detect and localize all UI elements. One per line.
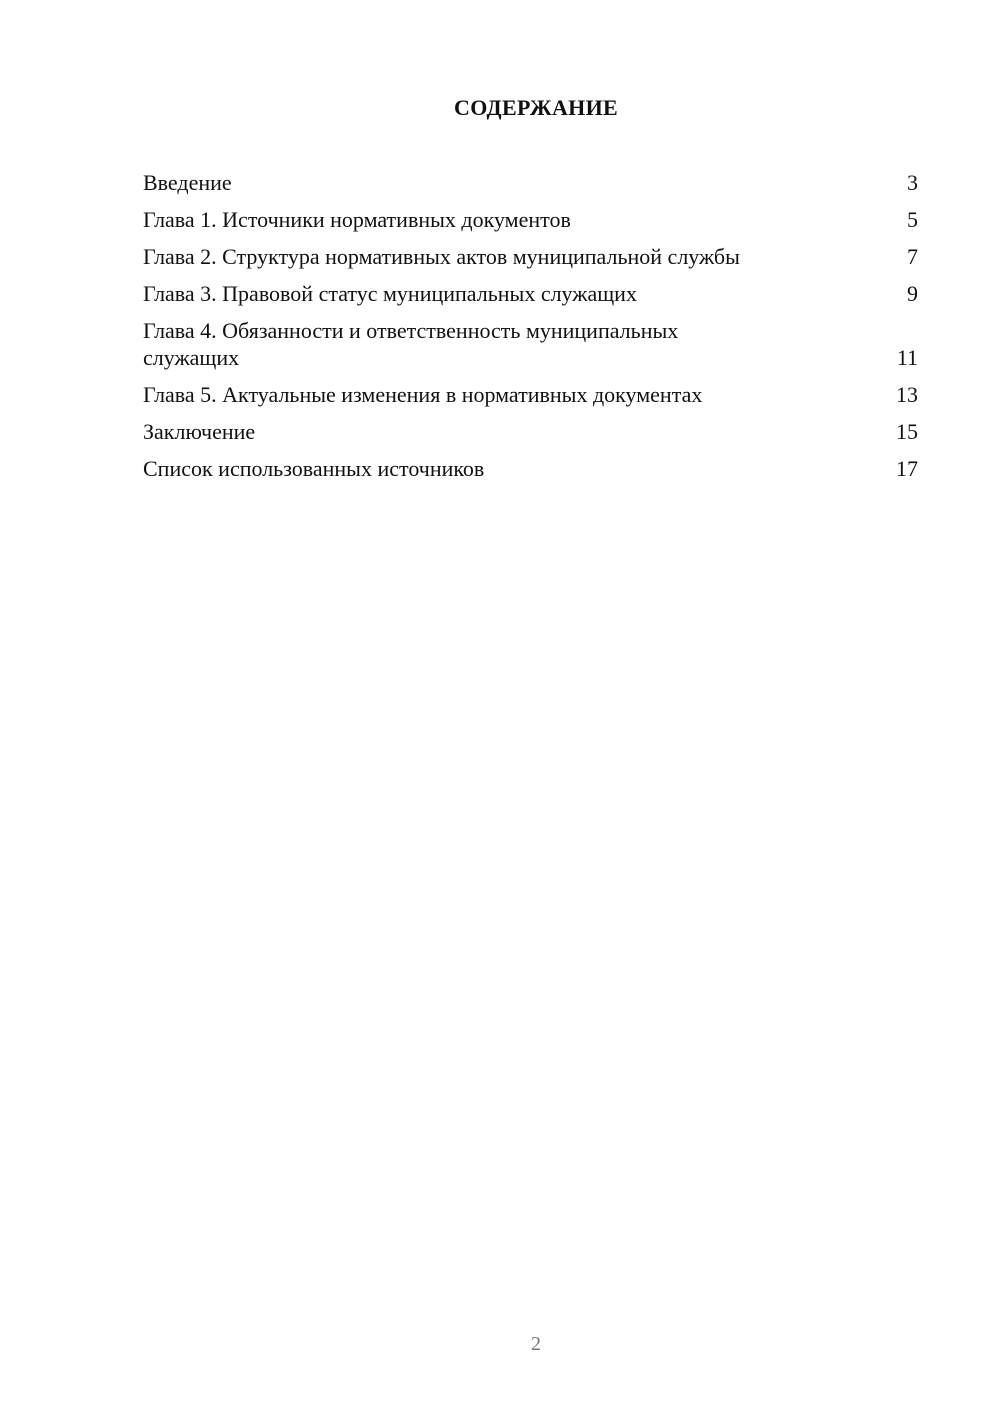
page-number: 2 (531, 1333, 541, 1355)
toc-item-references[interactable] (143, 455, 918, 482)
toc-item-chapter-2[interactable] (143, 243, 918, 270)
toc-entry-text: Глава 2. Структура нормативных актов муниципальной службы (143, 244, 740, 269)
toc-entry-page: 9 (907, 281, 918, 306)
toc-entry-text: Глава 5. Актуальные изменения в нормативных документах (143, 382, 703, 407)
toc-entry-text: Глава 4. Обязанности и ответственность муниципальных служащих (143, 318, 679, 370)
toc-entry-page: 13 (896, 382, 918, 407)
toc-entry-page: 11 (896, 345, 918, 370)
toc-item-introduction[interactable] (143, 169, 918, 196)
toc-entry-text: Глава 1. Источники нормативных документов (143, 207, 571, 232)
toc-entry-page: 17 (896, 456, 918, 481)
toc-entry-text: Введение (143, 170, 232, 195)
toc-item-chapter-5[interactable] (143, 381, 918, 408)
toc-entry-text: Заключение (143, 419, 256, 444)
toc-entry-text: Список использованных источников (143, 456, 485, 481)
toc-title: СОДЕРЖАНИЕ (454, 95, 618, 120)
table-of-contents (143, 169, 918, 492)
toc-entry-text: Глава 3. Правовой статус муниципальных служащих (143, 281, 637, 306)
toc-item-conclusion[interactable] (143, 418, 918, 445)
toc-entry-page: 5 (907, 207, 918, 232)
toc-item-chapter-3[interactable] (143, 280, 918, 307)
toc-item-chapter-1[interactable] (143, 206, 918, 233)
toc-item-chapter-4[interactable] (143, 317, 918, 371)
toc-entry-page: 3 (907, 170, 918, 195)
toc-entry-page: 7 (907, 244, 918, 269)
toc-entry-page: 15 (896, 419, 918, 444)
